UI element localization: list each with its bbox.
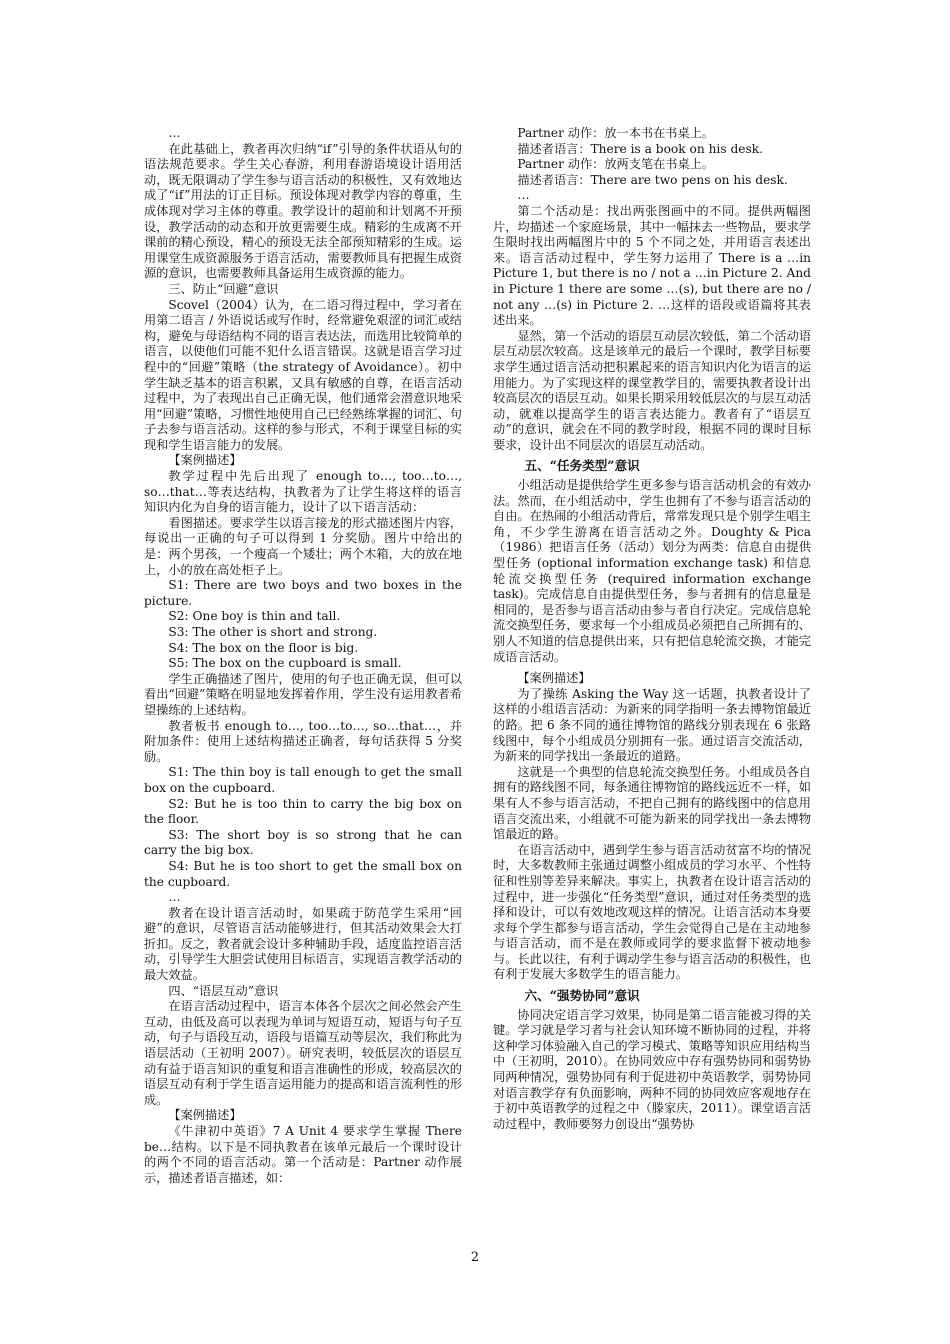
paragraph: 描述者语言：There is a book on his desk. xyxy=(517,141,763,156)
subheading: 四、“语层互动”意识 xyxy=(168,983,279,998)
paragraph: 教者在设计语言活动时，如果疏于防范学生采用“回避”的意识，尽管语言活动能够进行，但其活动效果会大打折扣。反之，教者就会设计多种辅助手段，适度监控语言活动，引导学生大胆尝试使用目标语言，实现语言教学活动的最大效益。 xyxy=(144,905,462,983)
paragraph: 在语言活动过程中，语言本体各个层次之间必然会产生互动，由低及高可以表现为单词与短语互动，短语与句子互动，句子与语段互动，语段与语篇互动等层次，我们称此为语层活动（王初明 2007）。研究表明，较低层次的语层互动有益于语言知识的重复和语言准确性的形成，较高层次的语层互动有利于学生语言运用能力的提高和语言流利性的形成。 xyxy=(144,999,462,1107)
paragraph: S4: But he is too short to get the small box on the cupboard. xyxy=(144,858,462,889)
subheading: 【案例描述】 xyxy=(517,671,591,686)
ellipsis: … xyxy=(168,126,182,140)
paragraph: 学生正确描述了图片，使用的句子也正确无误，但可以看出“回避”策略在明显地发挥着作用，学生没有运用教者希望操练的上述结构。 xyxy=(144,671,462,717)
subheading: 三、防止“回避”意识 xyxy=(168,281,279,296)
paragraph: 教者板书 enough to…, too…to…, so…that…，并附加条件：使用上述结构描述正确者，每句话获得 5 分奖励。 xyxy=(144,718,462,764)
paragraph: 在此基础上，教者再次归纳“if”引导的条件状语从句的语法规范要求。学生关心春游，利用春游语境设计语用活动，既无限调动了学生参与语言活动的积极性，又有效地达成了“if”用法的订正目标。预设体现对教学内容的尊重，生成体现对学习主体的尊重。教学设计的超前和计划离不开预设，教学活动的动态和开放更需要生成。精彩的生成离不开课前的精心预设，精心的预设无法全部预知精彩的生成。运用课堂生成资源服务于语言活动，需要教师具有把握生成资源的意识，也需要教师具备运用生成资源的能力。 xyxy=(144,141,462,281)
paragraph: 协同决定语言学习效果，协同是第二语言能被习得的关键。学习就是学习者与社会认知环境不断协同的过程，并将这种学习体验融入自己的学习模式、策略等知识应用结构当中（王初明，2010）。在协同效应中存有强势协同和弱势协同两种情况，强势协同有利于促进初中英语教学，弱势协同对语言教学存有负面影响，两种不同的协同效应客观地存在于初中英语教学的过程之中（滕家庆，2011）。课堂语言活动过程中，教师要努力创设出“强势协 xyxy=(493,1007,811,1131)
paragraph: 这就是一个典型的信息轮流交换型任务。小组成员各自拥有的路线图不同，每条通往博物馆的路线远近不一样，如果有人不参与语言活动，不把自己拥有的路线图中的信息用语言交流出来，小组就不可能为新来的同学找出一条去博物馆最近的路。 xyxy=(493,764,811,842)
subheading: 【案例描述】 xyxy=(168,1108,242,1123)
right-column xyxy=(493,126,811,1132)
paragraph: Scovel（2004）认为，在二语习得过程中，学习者在用第二语言 / 外语说话或写作时，经常避免艰涩的词汇或结构，避免与母语结构不同的语言表达法，而选用比较简单的语言，以使他们可能不犯什么语言错误。这就是语言学习过程中的“回避”策略（the strategy of Avoidance）。初中学生缺乏基本的语言积累，又具有敏感的自尊，在语言活动过程中，为了表现出自己正确无误，他们通常会潜意识地采用“回避”策略，习惯性地使用自己已经熟练掌握的词汇、句子去参与语言活动。这样的参与形式，不利于课堂目标的实现和学生语言能力的发展。 xyxy=(144,297,462,452)
paragraph: 《牛津初中英语》7 A Unit 4 要求学生掌握 There be…结构。以下是不同执教者在该单元最后一个课时设计的两个不同的语言活动。第一个活动是：Partner 动作展示，描述者语言描述，如： xyxy=(144,1124,462,1185)
paragraph: S1: There are two boys and two boxes in the picture. xyxy=(144,578,462,608)
paragraph: S3: The other is short and strong. xyxy=(168,625,378,639)
paragraph: 教学过程中先后出现了 enough to…, too…to…, so…that…等表达结构，执教者为了让学生将这样的语言知识内化为自身的语言能力，设计了以下语言活动： xyxy=(144,469,462,515)
paragraph: 看图描述。要求学生以语言接龙的形式描述图片内容，每说出一正确的句子可以得到 1 分奖励。图片中给出的是：两个男孩，一个瘦高一个矮壮；两个木箱，大的放在地上，小的放在高处柜子上。 xyxy=(144,515,462,577)
ellipsis: … xyxy=(168,890,182,905)
paragraph: Partner 动作：放两支笔在书桌上。 xyxy=(517,157,715,172)
paragraph: 小组活动是提供给学生更多参与语言活动机会的有效办法。然而，在小组活动中，学生也拥有了不参与语言活动的自由。在热闹的小组活动背后，常常发现只是个别学生唱主角，不少学生游离在语言活动之外。Doughty & Pica（1986）把语言任务（活动）划分为两类：信息自由提供型任务 (optional information exchange task) 和信息轮流交换型任务 (required information exchange task)。完成信息自由提供型任务，参与者拥有的信息量是相同的，是否参与语言活动由参与者自行决定。完成信息轮流交换型任务，要求每一个小组成员必须把自己所拥有的、别人不知道的信息提供出来，只有把信息轮流交换，才能完成语言活动。 xyxy=(493,478,811,664)
ellipsis: … xyxy=(517,188,531,203)
paragraph: 显然，第一个活动的语层互动层次较低，第二个活动语层互动层次较高。这是该单元的最后一个课时，教学目标要求学生通过语言活动把积累起来的语言知识内化为语言的运用能力。为了实现这样的课堂教学目的，需要执教者设计出较高层次的语层互动。如果长期采用较低层次的与层互动活动，就难以提高学生的语言表达能力。教者有了“语层互动”的意识，就会在不同的教学时段，根据不同的课时目标要求，设计出不同层次的语层互动活动。 xyxy=(493,328,811,452)
paragraph: Partner 动作：放一本书在书桌上。 xyxy=(517,126,715,140)
subheading: 【案例描述】 xyxy=(168,453,242,468)
paragraph: S5: The box on the cupboard is small. xyxy=(168,656,402,671)
left-column xyxy=(144,126,462,1186)
section-heading: 五、“任务类型”意识 xyxy=(524,458,640,474)
paragraph: S1: The thin boy is tall enough to get the small box on the cupboard. xyxy=(144,765,462,795)
paragraph: S3: The short boy is so strong that he can carry the big box. xyxy=(144,827,462,858)
section-heading: 六、“强势协同”意识 xyxy=(524,988,640,1004)
paragraph: 描述者语言：There are two pens on his desk. xyxy=(517,172,788,187)
paragraph: S4: The box on the floor is big. xyxy=(168,640,359,655)
paragraph: 为了操练 Asking the Way 这一话题，执教者设计了这样的小组语言活动：为新来的同学指明一条去博物馆最近的路。把 6 条不同的通往博物馆的路线分别表现在 6 张路线图中，每个小组成员分别拥有一张。通过语言交流活动，为新来的同学找出一条最近的道路。 xyxy=(493,686,811,764)
page-number: 2 xyxy=(470,1250,480,1265)
paragraph: 在语言活动中，遇到学生参与语言活动贫富不均的情况时，大多数教师主张通过调整小组成员的学习水平、个性特征和性别等差异来解决。事实上，执教者在设计语言活动的过程中，进一步强化“任务类型”意识，通过对任务类型的选择和设计，可以有效地改观这样的情况。让语言活动本身要求每个学生都参与语言活动，学生会觉得自己是在主动地参与语言活动，而不是在教师或同学的要求监督下被动地参与。长此以往，有利于调动学生参与语言活动的积极性，也有利于发展大多数学生的语言能力。 xyxy=(493,842,811,982)
paragraph: S2: One boy is thin and tall. xyxy=(168,609,341,624)
paragraph: 第二个活动是：找出两张图画中的不同。提供两幅图片，均描述一个家庭场景，其中一幅抹去一些物品，要求学生限时找出两幅图片中的 5 个不同之处，并用语言表述出来。语言活动过程中，学生努力运用了 There is a …in Picture 1, but there is no / not a …in Picture 2. And in Picture 1 there are some …(s), but there are no / not any …(s) in Picture 2. …这样的语段或语篇将其表述出来。 xyxy=(493,203,811,328)
paragraph: S2: But he is too thin to carry the big box on the floor. xyxy=(144,796,462,827)
